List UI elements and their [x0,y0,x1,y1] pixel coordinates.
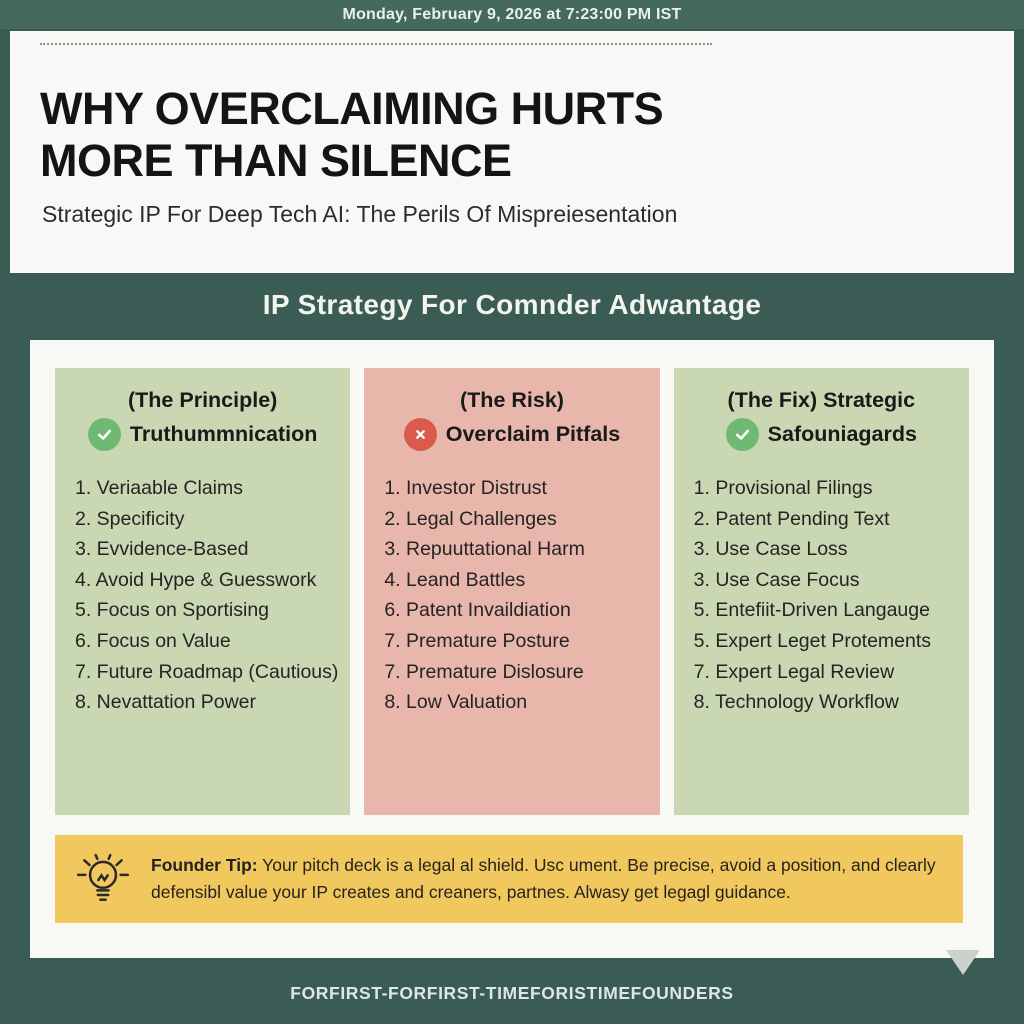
column-title-row [674,418,969,451]
list-item: 3. Evvidence-Based [75,538,249,561]
column-fix [674,368,969,815]
column-tag: (The Risk) [460,388,564,412]
column-list [364,473,659,718]
list-item: 3. Repuuttational Harm [384,538,585,561]
corner-arrow-icon [946,950,980,975]
dotted-divider [40,43,712,45]
list-item: 2. Specificity [75,507,185,530]
list-item: 1. Provisional Filings [693,477,873,499]
column-title: Safouniagards [767,422,917,446]
check-circle-icon [726,418,759,451]
list-item: 6. Focus on Value [75,629,231,652]
list-item: 8. Nevattation Power [75,691,257,714]
section-banner-title: IP Strategy For Comnder Adwantage [262,289,762,320]
list-item: 3. Use Case Focus [693,568,860,591]
comparison-columns [55,368,969,815]
page-subtitle: Strategic IP For Deep Tech AI: The Perils Of Mispreiesentation [42,201,678,227]
list-item: 5. Expert Leget Protements [693,629,932,652]
list-item: 7. Premature Posture [384,629,570,652]
x-circle-icon [404,418,437,451]
list-item: 4. Leand Battles [384,568,526,591]
datetime-bar [0,0,1024,29]
column-tag: (The Fix) Strategic [727,388,916,412]
column-list [55,473,350,718]
founder-tip-label: Founder Tip: [151,854,258,875]
list-item: 5. Entefiit-Driven Langauge [693,599,930,622]
comparison-card [30,340,994,958]
list-item: 2. Legal Challenges [384,507,557,530]
column-title: Overclaim Pitfals [445,422,621,446]
list-item: 1. Investor Distrust [384,477,547,499]
list-item: 7. Premature Dislosure [384,660,584,683]
list-item: 4. Avoid Hype & Guesswork [75,568,317,591]
page-title-line1: WHY OVERCLAIMING HURTS [40,83,664,134]
list-item: 8. Technology Workflow [693,691,899,714]
column-title-row [364,418,659,451]
list-item: 7. Expert Legal Review [693,660,895,683]
list-item: 3. Use Case Loss [693,538,848,561]
list-item: 8. Low Valuation [384,691,528,714]
page-title-line2: MORE THAN SILENCE [40,135,512,187]
column-principle [55,368,350,815]
header-card [10,31,1014,273]
list-item: 2. Patent Pending Text [693,507,890,530]
footer-text: FORFIRST-FORFIRST-TIMEFORISTIMEFOUNDERS [290,983,734,1003]
founder-tip-banner [55,835,963,923]
page-title [40,83,663,187]
list-item: 7. Future Roadmap (Cautious) [75,660,339,683]
list-item: 1. Veriaable Claims [75,477,243,499]
column-tag: (The Principle) [128,388,278,412]
lightbulb-icon [55,852,151,906]
datetime-text: Monday, February 9, 2026 at 7:23:00 PM IST [342,5,682,23]
column-title: Truthummnication [129,422,318,446]
founder-tip-body: Your pitch deck is a legal al shield. Usc ument. Be precise, avoid a position, and clearly defensibl value your IP creates and creaners, partnes. Alwasy get legagl guidance. [151,854,936,902]
check-circle-icon [88,418,121,451]
column-risk [364,368,659,815]
column-list [674,473,969,718]
list-item: 5. Focus on Sportising [75,599,270,622]
list-item: 6. Patent Invaildiation [384,599,571,622]
column-title-row [55,418,350,451]
founder-tip-text [151,852,963,906]
footer-bar [0,983,1024,1004]
